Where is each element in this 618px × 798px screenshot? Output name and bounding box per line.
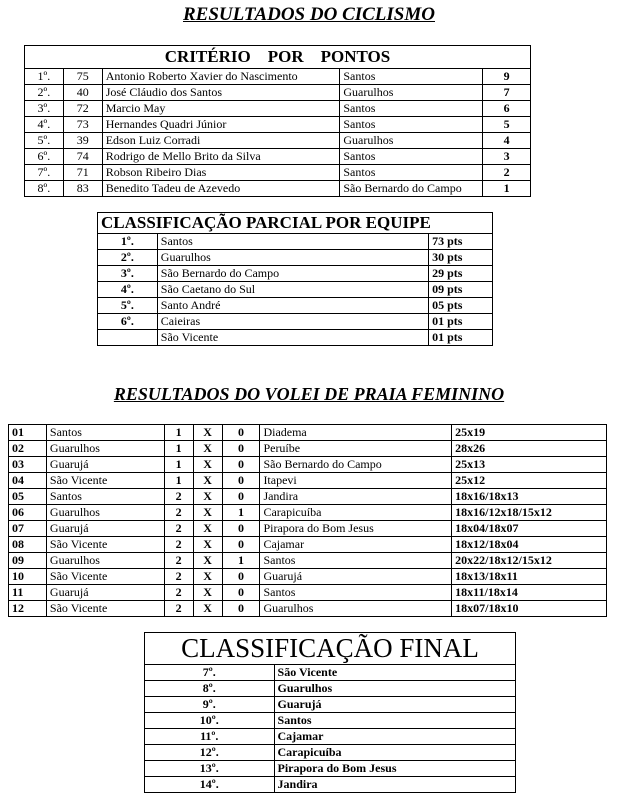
- team-cell: São Bernardo do Campo: [157, 266, 428, 282]
- match-row: [9, 537, 607, 553]
- points-cell: 3: [483, 149, 531, 165]
- athlete-name-cell: Edson Luiz Corradi: [102, 133, 340, 149]
- criteria-row: [25, 101, 531, 117]
- away-team-cell: Carapicuíba: [260, 505, 452, 521]
- team-cell: Guarulhos: [157, 250, 428, 266]
- versus-cell: X: [193, 585, 222, 601]
- rank-cell: 8º.: [25, 181, 64, 197]
- versus-cell: X: [193, 457, 222, 473]
- match-number-cell: 06: [9, 505, 47, 521]
- home-team-cell: Guarulhos: [46, 553, 164, 569]
- away-team-cell: Peruíbe: [260, 441, 452, 457]
- versus-cell: X: [193, 473, 222, 489]
- match-number-cell: 04: [9, 473, 47, 489]
- rank-cell: 1º.: [25, 69, 64, 85]
- match-row: [9, 441, 607, 457]
- away-team-cell: Diadema: [260, 425, 452, 441]
- away-team-cell: Cajamar: [260, 537, 452, 553]
- points-cell: 29 pts: [429, 266, 493, 282]
- athlete-name-cell: Hernandes Quadri Júnior: [102, 117, 340, 133]
- rank-cell: 2º.: [25, 85, 64, 101]
- team-cell: São Caetano do Sul: [157, 282, 428, 298]
- match-row: [9, 553, 607, 569]
- versus-cell: X: [193, 489, 222, 505]
- team-cell: Santos: [340, 69, 483, 85]
- set-scores-cell: 18x04/18x07: [452, 521, 607, 537]
- points-cell: 6: [483, 101, 531, 117]
- home-score-cell: 1: [164, 473, 193, 489]
- match-number-cell: 07: [9, 521, 47, 537]
- criteria-row: [25, 149, 531, 165]
- match-row: [9, 473, 607, 489]
- rank-cell: 6º.: [25, 149, 64, 165]
- bib-number-cell: 75: [63, 69, 102, 85]
- team-cell: Santos: [340, 101, 483, 117]
- match-number-cell: 03: [9, 457, 47, 473]
- points-cell: 9: [483, 69, 531, 85]
- team-cell: Cajamar: [274, 729, 515, 745]
- final-standings-row: [145, 697, 516, 713]
- final-standings-row: [145, 713, 516, 729]
- bib-number-cell: 74: [63, 149, 102, 165]
- away-team-cell: Guarulhos: [260, 601, 452, 617]
- home-score-cell: 2: [164, 521, 193, 537]
- athlete-name-cell: Marcio May: [102, 101, 340, 117]
- versus-cell: X: [193, 569, 222, 585]
- set-scores-cell: 20x22/18x12/15x12: [452, 553, 607, 569]
- away-team-cell: Jandira: [260, 489, 452, 505]
- home-team-cell: São Vicente: [46, 473, 164, 489]
- away-team-cell: Santos: [260, 585, 452, 601]
- match-row: [9, 425, 607, 441]
- bib-number-cell: 40: [63, 85, 102, 101]
- versus-cell: X: [193, 537, 222, 553]
- final-standings-row: [145, 761, 516, 777]
- versus-cell: X: [193, 505, 222, 521]
- team-cell: Santos: [340, 165, 483, 181]
- bib-number-cell: 72: [63, 101, 102, 117]
- team-standings-row: [98, 298, 493, 314]
- final-standings-header: CLASSIFICAÇÃO FINAL: [145, 633, 516, 665]
- away-score-cell: 0: [222, 441, 260, 457]
- match-number-cell: 02: [9, 441, 47, 457]
- away-score-cell: 0: [222, 585, 260, 601]
- set-scores-cell: 18x16/12x18/15x12: [452, 505, 607, 521]
- team-cell: Santos: [157, 234, 428, 250]
- home-team-cell: Guarulhos: [46, 441, 164, 457]
- athlete-name-cell: Benedito Tadeu de Azevedo: [102, 181, 340, 197]
- home-score-cell: 1: [164, 425, 193, 441]
- criteria-row: [25, 85, 531, 101]
- versus-cell: X: [193, 601, 222, 617]
- home-score-cell: 2: [164, 601, 193, 617]
- criteria-row: [25, 117, 531, 133]
- away-score-cell: 0: [222, 569, 260, 585]
- set-scores-cell: 18x16/18x13: [452, 489, 607, 505]
- match-number-cell: 11: [9, 585, 47, 601]
- away-score-cell: 0: [222, 601, 260, 617]
- home-team-cell: Guarujá: [46, 457, 164, 473]
- rank-cell: 10º.: [145, 713, 275, 729]
- team-standings-row: [98, 234, 493, 250]
- bib-number-cell: 71: [63, 165, 102, 181]
- away-team-cell: São Bernardo do Campo: [260, 457, 452, 473]
- team-standings-row: [98, 250, 493, 266]
- team-cell: Pirapora do Bom Jesus: [274, 761, 515, 777]
- final-standings-row: [145, 777, 516, 793]
- points-cell: 09 pts: [429, 282, 493, 298]
- final-standings-row: [145, 745, 516, 761]
- bib-number-cell: 39: [63, 133, 102, 149]
- away-score-cell: 0: [222, 425, 260, 441]
- final-standings-row: [145, 729, 516, 745]
- away-score-cell: 0: [222, 537, 260, 553]
- final-standings-row: [145, 681, 516, 697]
- away-score-cell: 0: [222, 489, 260, 505]
- match-number-cell: 01: [9, 425, 47, 441]
- rank-cell: 4º.: [98, 282, 158, 298]
- match-row: [9, 489, 607, 505]
- match-row: [9, 569, 607, 585]
- home-team-cell: São Vicente: [46, 537, 164, 553]
- rank-cell: 6º.: [98, 314, 158, 330]
- home-score-cell: 1: [164, 441, 193, 457]
- home-team-cell: Guarulhos: [46, 505, 164, 521]
- home-team-cell: São Vicente: [46, 569, 164, 585]
- rank-cell: 2º.: [98, 250, 158, 266]
- match-row: [9, 505, 607, 521]
- rank-cell: 11º.: [145, 729, 275, 745]
- away-team-cell: Guarujá: [260, 569, 452, 585]
- set-scores-cell: 25x12: [452, 473, 607, 489]
- home-score-cell: 2: [164, 489, 193, 505]
- team-cell: Jandira: [274, 777, 515, 793]
- points-cell: 73 pts: [429, 234, 493, 250]
- points-cell: 7: [483, 85, 531, 101]
- rank-cell: 7º.: [25, 165, 64, 181]
- set-scores-cell: 25x13: [452, 457, 607, 473]
- points-cell: 4: [483, 133, 531, 149]
- criteria-row: [25, 69, 531, 85]
- volleyball-matches-table: [8, 424, 607, 617]
- rank-cell: 13º.: [145, 761, 275, 777]
- criteria-table: [24, 45, 531, 197]
- set-scores-cell: 18x11/18x14: [452, 585, 607, 601]
- rank-cell: 4º.: [25, 117, 64, 133]
- match-number-cell: 09: [9, 553, 47, 569]
- versus-cell: X: [193, 425, 222, 441]
- home-score-cell: 1: [164, 457, 193, 473]
- team-standings-row: [98, 314, 493, 330]
- match-row: [9, 585, 607, 601]
- rank-cell: 9º.: [145, 697, 275, 713]
- team-cell: Guarulhos: [340, 133, 483, 149]
- team-standings-table: [97, 212, 493, 346]
- team-cell: São Vicente: [157, 330, 428, 346]
- team-cell: Santo André: [157, 298, 428, 314]
- team-cell: São Bernardo do Campo: [340, 181, 483, 197]
- match-row: [9, 457, 607, 473]
- rank-cell: 12º.: [145, 745, 275, 761]
- match-number-cell: 12: [9, 601, 47, 617]
- match-number-cell: 10: [9, 569, 47, 585]
- home-score-cell: 2: [164, 569, 193, 585]
- away-team-cell: Pirapora do Bom Jesus: [260, 521, 452, 537]
- rank-cell: 7º.: [145, 665, 275, 681]
- rank-cell: 3º.: [98, 266, 158, 282]
- home-team-cell: Santos: [46, 489, 164, 505]
- team-cell: Santos: [340, 149, 483, 165]
- team-cell: Santos: [274, 713, 515, 729]
- points-cell: 01 pts: [429, 314, 493, 330]
- rank-cell: 3º.: [25, 101, 64, 117]
- home-score-cell: 2: [164, 505, 193, 521]
- team-standings-header: CLASSIFICAÇÃO PARCIAL POR EQUIPE: [98, 213, 493, 234]
- team-standings-row: [98, 330, 493, 346]
- bib-number-cell: 73: [63, 117, 102, 133]
- set-scores-cell: 18x07/18x10: [452, 601, 607, 617]
- match-number-cell: 05: [9, 489, 47, 505]
- set-scores-cell: 18x12/18x04: [452, 537, 607, 553]
- away-team-cell: Itapevi: [260, 473, 452, 489]
- rank-cell: 14º.: [145, 777, 275, 793]
- home-team-cell: Santos: [46, 425, 164, 441]
- versus-cell: X: [193, 521, 222, 537]
- set-scores-cell: 28x26: [452, 441, 607, 457]
- athlete-name-cell: Rodrigo de Mello Brito da Silva: [102, 149, 340, 165]
- away-score-cell: 1: [222, 505, 260, 521]
- points-cell: 30 pts: [429, 250, 493, 266]
- home-score-cell: 2: [164, 553, 193, 569]
- home-score-cell: 2: [164, 537, 193, 553]
- points-cell: 05 pts: [429, 298, 493, 314]
- home-team-cell: Guarujá: [46, 585, 164, 601]
- team-cell: Guarulhos: [340, 85, 483, 101]
- criteria-header: CRITÉRIO POR PONTOS: [25, 46, 531, 69]
- away-score-cell: 0: [222, 521, 260, 537]
- team-standings-row: [98, 282, 493, 298]
- team-cell: Santos: [340, 117, 483, 133]
- rank-cell: [98, 330, 158, 346]
- athlete-name-cell: Antonio Roberto Xavier do Nascimento: [102, 69, 340, 85]
- criteria-row: [25, 165, 531, 181]
- rank-cell: 8º.: [145, 681, 275, 697]
- volleyball-title: RESULTADOS DO VOLEI DE PRAIA FEMININO: [113, 384, 505, 404]
- team-cell: São Vicente: [274, 665, 515, 681]
- match-number-cell: 08: [9, 537, 47, 553]
- home-team-cell: São Vicente: [46, 601, 164, 617]
- points-cell: 2: [483, 165, 531, 181]
- points-cell: 01 pts: [429, 330, 493, 346]
- versus-cell: X: [193, 553, 222, 569]
- away-score-cell: 0: [222, 457, 260, 473]
- rank-cell: 5º.: [25, 133, 64, 149]
- team-standings-row: [98, 266, 493, 282]
- match-row: [9, 601, 607, 617]
- team-cell: Carapicuíba: [274, 745, 515, 761]
- criteria-row: [25, 133, 531, 149]
- set-scores-cell: 25x19: [452, 425, 607, 441]
- set-scores-cell: 18x13/18x11: [452, 569, 607, 585]
- cycling-title: RESULTADOS DO CICLISMO: [182, 4, 435, 25]
- criteria-row: [25, 181, 531, 197]
- team-cell: Guarujá: [274, 697, 515, 713]
- points-cell: 1: [483, 181, 531, 197]
- final-standings-row: [145, 665, 516, 681]
- team-cell: Guarulhos: [274, 681, 515, 697]
- athlete-name-cell: Robson Ribeiro Dias: [102, 165, 340, 181]
- home-team-cell: Guarujá: [46, 521, 164, 537]
- match-row: [9, 521, 607, 537]
- team-cell: Caieiras: [157, 314, 428, 330]
- away-score-cell: 0: [222, 473, 260, 489]
- points-cell: 5: [483, 117, 531, 133]
- home-score-cell: 2: [164, 585, 193, 601]
- rank-cell: 1º.: [98, 234, 158, 250]
- athlete-name-cell: José Cláudio dos Santos: [102, 85, 340, 101]
- rank-cell: 5º.: [98, 298, 158, 314]
- bib-number-cell: 83: [63, 181, 102, 197]
- away-score-cell: 1: [222, 553, 260, 569]
- final-standings-table: [144, 632, 516, 793]
- versus-cell: X: [193, 441, 222, 457]
- away-team-cell: Santos: [260, 553, 452, 569]
